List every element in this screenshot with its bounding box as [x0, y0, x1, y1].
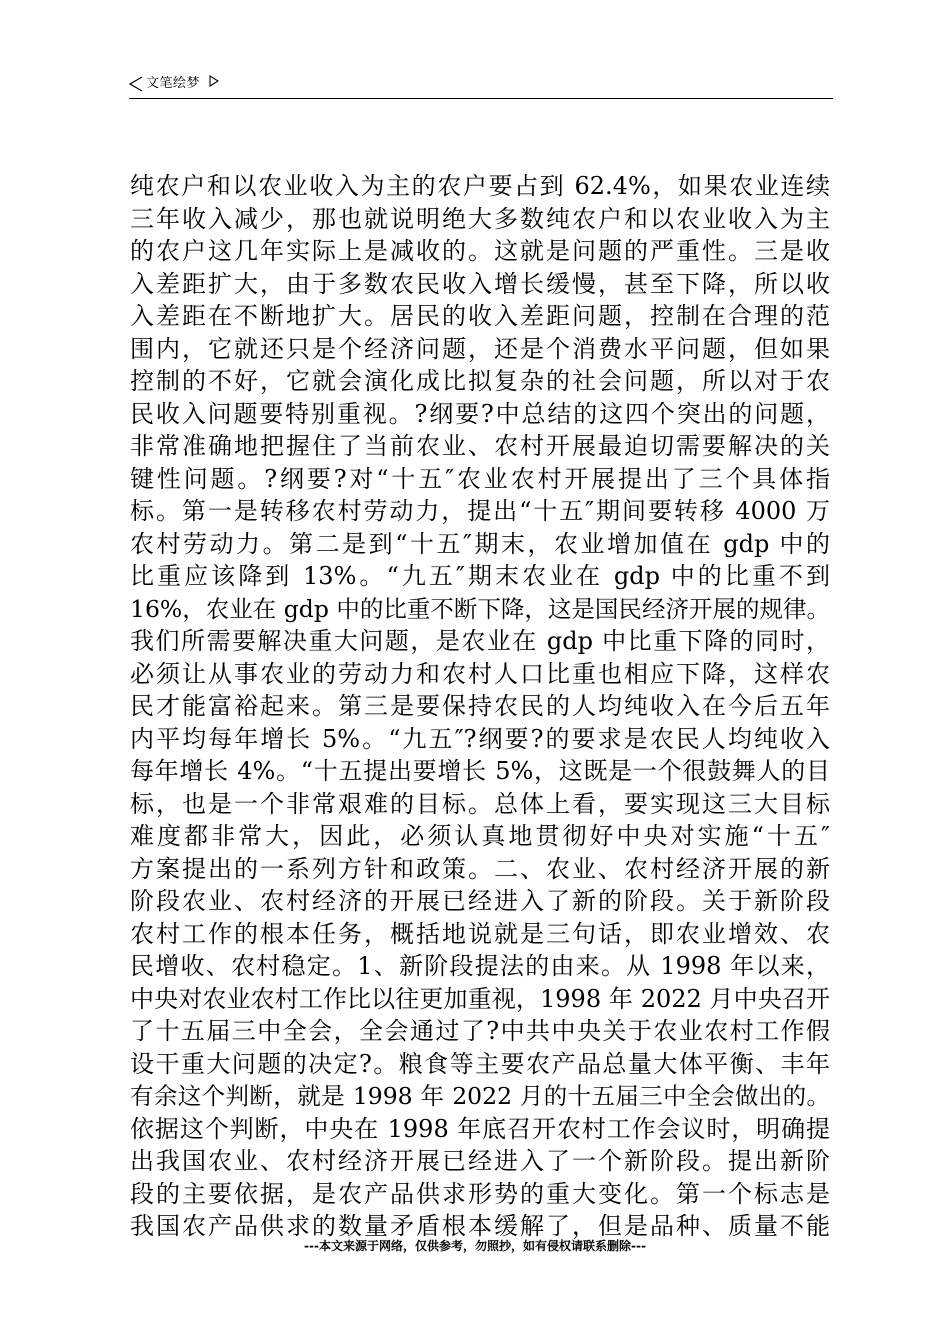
text-line: 有余这个判断，就是 1998 年 2022 月的十五届三中全会做出的。: [130, 1082, 830, 1110]
text-line: 我国农产品供求的数量矛盾根本缓解了，但是品种、质量不能: [130, 1212, 830, 1240]
text-line: 控制的不好，它就会演化成比拟复杂的社会问题，所以对于农: [130, 367, 830, 395]
page-header: [129, 72, 833, 99]
header-brand: [129, 76, 219, 92]
body-text: [130, 170, 830, 1243]
header-title: 文笔绘梦: [146, 76, 201, 91]
text-line: 农村工作的根本任务，概括地说就是三句话，即农业增效、农: [130, 919, 830, 948]
text-line: 纯农户和以农业收入为主的农户要占到 62.4%，如果农业连续: [130, 172, 830, 200]
text-line: 阶段农业、农村经济的开展已经进入了新的阶段。关于新阶段: [130, 887, 830, 915]
text-line: 非常准确地把握住了当前农业、农村开展最迫切需要解决的关: [130, 432, 830, 460]
text-line: 了十五届三中全会，全会通过了?中共中央关于农业农村工作假: [130, 1017, 830, 1045]
text-line: 键性问题。?纲要?对“十五″农业农村开展提出了三个具体指: [130, 464, 830, 493]
triangle-left-icon: [129, 76, 143, 92]
text-line: 设干重大问题的决定?。粮食等主要农产品总量大体平衡、丰年: [130, 1049, 830, 1078]
text-line: 民收入问题要特别重视。?纲要?中总结的这四个突出的问题，: [130, 399, 830, 428]
text-line: 必须让从事农业的劳动力和农村人口比重也相应下降，这样农: [130, 659, 830, 688]
text-line: 方案提出的一系列方针和政策。二、农业、农村经济开展的新: [130, 854, 830, 883]
text-line: 我们所需要解决重大问题，是农业在 gdp 中比重下降的同时，: [130, 627, 830, 655]
text-line: 16%，农业在 gdp 中的比重不断下降，这是国民经济开展的规律。: [130, 594, 830, 623]
text-line: 每年增长 4%。“十五提出要增长 5%，这既是一个很鼓舞人的目: [130, 757, 830, 785]
triangle-right-icon: [209, 75, 219, 87]
text-line: 段的主要依据，是农产品供求形势的重大变化。第一个标志是: [130, 1179, 830, 1208]
text-line: 标。第一是转移农村劳动力，提出“十五″期间要转移 4000 万: [130, 497, 830, 525]
text-line: 出我国农业、农村经济开展已经进入了一个新阶段。提出新阶: [130, 1147, 830, 1175]
text-line: 内平均每年增长 5%。“九五″?纲要?的要求是农民人均纯收入: [130, 724, 830, 753]
text-line: 中央对农业农村工作比以往更加重视，1998 年 2022 月中央召开: [130, 984, 830, 1013]
page-footer: ---本文来源于网络，仅供参考，勿照抄，如有侵权请联系删除---: [304, 1239, 646, 1253]
text-line: 三年收入减少，那也就说明绝大多数纯农户和以农业收入为主: [130, 204, 830, 233]
text-line: 标，也是一个非常艰难的目标。总体上看，要实现这三大目标: [130, 789, 830, 818]
text-line: 民增收、农村稳定。1、新阶段提法的由来。从 1998 年以来，: [130, 952, 830, 980]
text-line: 围内，它就还只是个经济问题，还是个消费水平问题，但如果: [130, 334, 830, 363]
text-line: 入差距在不断地扩大。居民的收入差距问题，控制在合理的范: [130, 302, 830, 330]
text-line: 难度都非常大，因此，必须认真地贯彻好中央对实施“十五″: [130, 822, 830, 850]
text-line: 民才能富裕起来。第三是要保持农民的人均纯收入在今后五年: [130, 692, 830, 720]
text-line: 依据这个判断，中央在 1998 年底召开农村工作会议时，明确提: [130, 1114, 830, 1143]
text-line: 比重应该降到 13%。“九五″期末农业在 gdp 中的比重不到: [130, 562, 830, 590]
text-line: 农村劳动力。第二是到“十五″期末，农业增加值在 gdp 中的: [130, 529, 830, 558]
text-line: 的农户这几年实际上是减收的。这就是问题的严重性。三是收: [130, 237, 830, 265]
text-line: 入差距扩大，由于多数农民收入增长缓慢，甚至下降，所以收: [130, 269, 830, 298]
